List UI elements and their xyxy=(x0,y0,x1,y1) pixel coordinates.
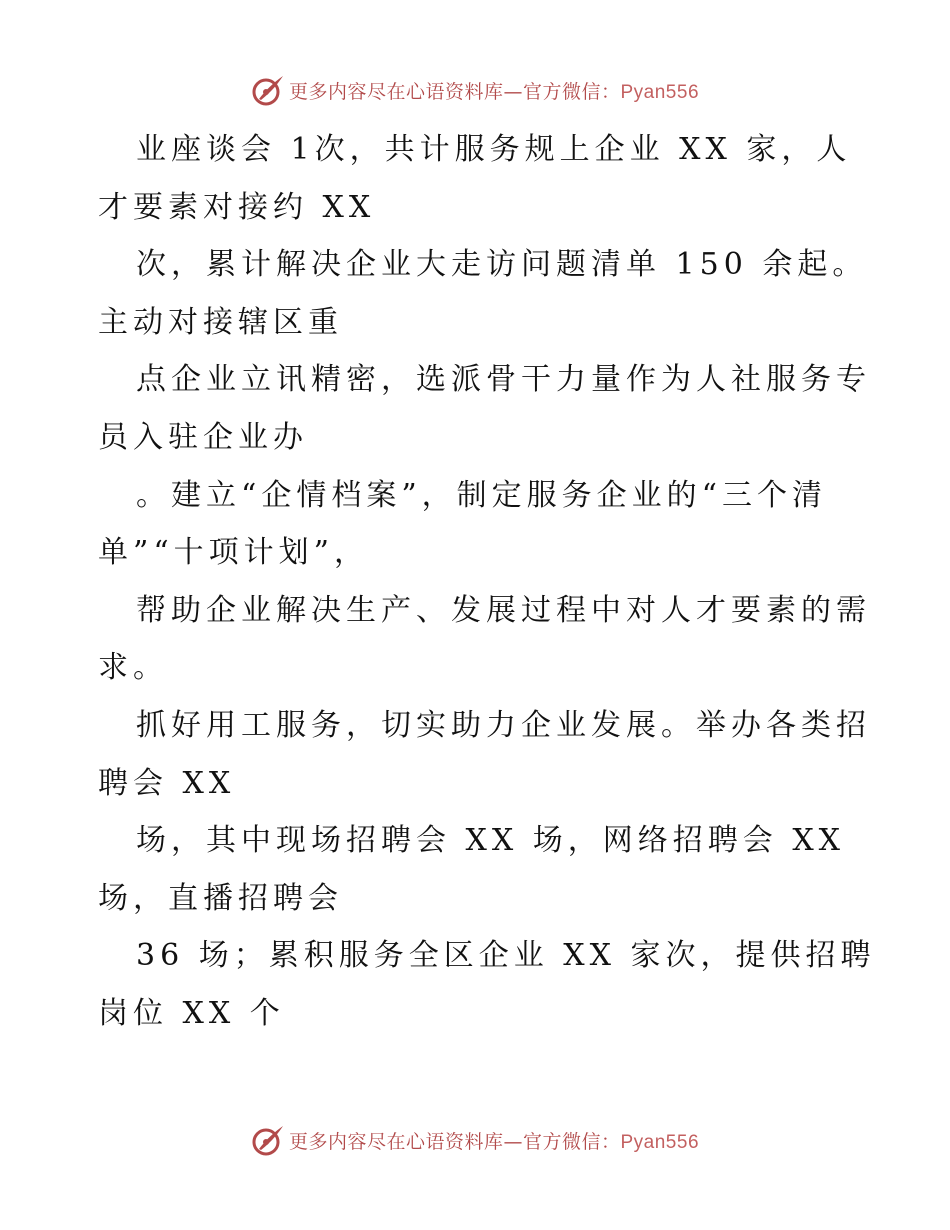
header-watermark xyxy=(0,70,950,110)
watermark-text: 更多内容尽在心语资料库—官方微信：Pyan556 xyxy=(288,80,700,103)
text-line: 聘会 XX xyxy=(98,766,236,801)
text-line: 员入驻企业办 xyxy=(98,420,308,455)
text-line: 场，其中现场招聘会 XX 场，网络招聘会 XX xyxy=(136,823,846,858)
text-line: 主动对接辖区重 xyxy=(98,305,343,340)
quill-logo-icon xyxy=(251,73,285,107)
text-line: 业座谈会 1次，共计服务规上企业 XX 家，人 xyxy=(136,132,852,167)
text-line: 次，累计解决企业大走访问题清单 150 余起。 xyxy=(136,247,868,282)
text-line: 场，直播招聘会 xyxy=(98,881,343,916)
text-line: 求。 xyxy=(98,650,168,685)
text-line: 。建立“企情档案”，制定服务企业的“三个清 xyxy=(136,478,828,513)
text-line: 36 场；累积服务全区企业 XX 家次，提供招聘 xyxy=(136,938,876,973)
quill-logo-icon xyxy=(251,1123,285,1157)
text-line: 点企业立讯精密，选派骨干力量作为人社服务专 xyxy=(136,362,871,397)
text-line: 岗位 XX 个 xyxy=(98,996,285,1031)
text-line: 才要素对接约 XX xyxy=(98,190,376,225)
text-line: 抓好用工服务，切实助力企业发展。举办各类招 xyxy=(136,708,871,743)
footer-watermark xyxy=(0,1120,950,1160)
text-line: 单”“十项计划”， xyxy=(98,535,370,570)
watermark-text: 更多内容尽在心语资料库—官方微信：Pyan556 xyxy=(288,1130,700,1153)
text-line: 帮助企业解决生产、发展过程中对人才要素的需 xyxy=(136,593,871,628)
